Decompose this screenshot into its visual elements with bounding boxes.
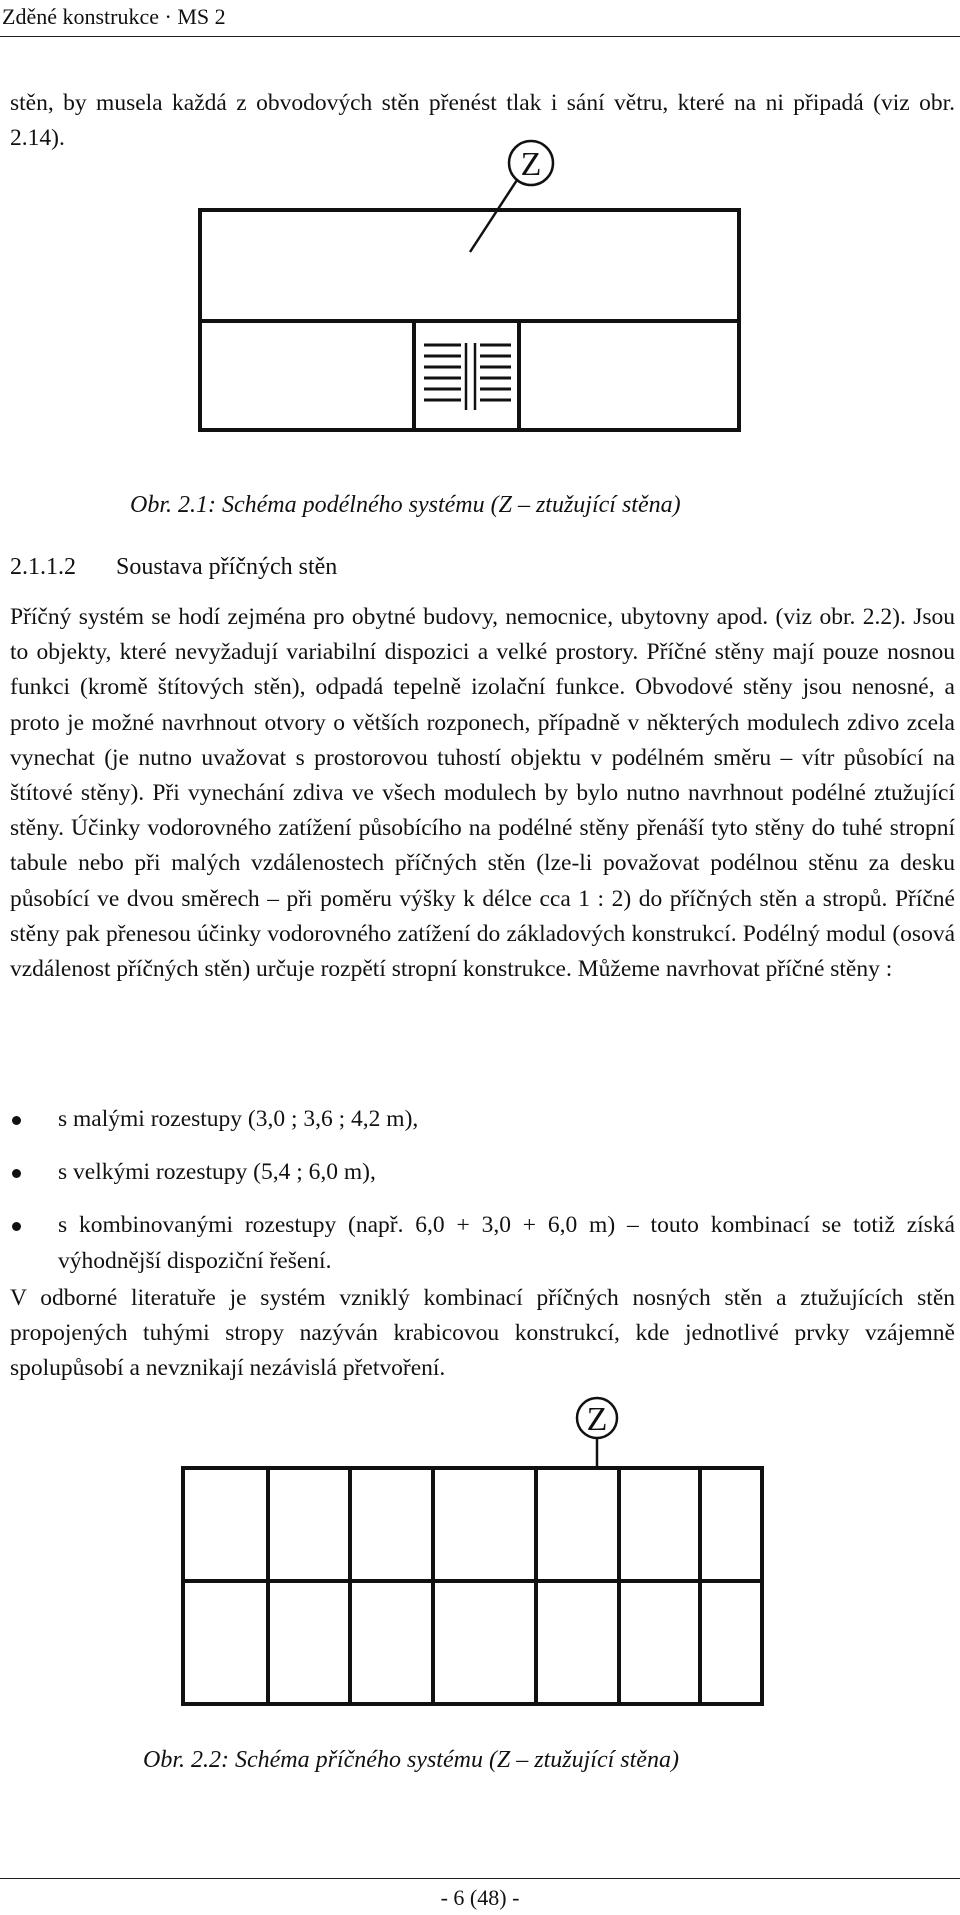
bullet-list [10,1102,955,1297]
figure-longitudinal-system [0,140,960,440]
figure1-caption: Obr. 2.1: Schéma podélného systému (Z – ztužující stěna) [130,492,681,518]
figure-transverse-system [0,1390,960,1720]
page-number: - 6 (48) - [440,1885,520,1910]
list-item: s kombinovanými rozestupy (např. 6,0 + 3,0 + 6,0 m) – touto kombinací se totiž získá výhodnější dispoziční řešení. [10,1208,955,1278]
header-divider [0,36,960,37]
bullet-icon [12,1169,21,1178]
figure1-label: Z [520,146,542,183]
section-heading [10,552,337,582]
list-item: s velkými rozestupy (5,4 ; 6,0 m), [10,1155,955,1190]
list-item: s malými rozestupy (3,0 ; 3,6 ; 4,2 m), [10,1102,955,1137]
header-title: Zděné konstrukce · MS 2 [2,4,226,29]
bullet-icon [12,1116,21,1125]
closing-paragraph: V odborné literatuře je systém vzniklý kombinací příčných nosných stěn a ztužujících stěn propojených tuhými stropy nazýván krabicovou konstrukcí, kde jednotlivé prvky vzájemně spolupůsobí a nevznikají nezávislá přetvoření. [10,1285,955,1382]
footer-divider [0,1878,960,1879]
figure2-label: Z [586,1401,608,1438]
section-number: 2.1.1.2 [10,554,76,580]
page-header [0,0,960,40]
main-paragraph: Příčný systém se hodí zejména pro obytné budovy, nemocnice, ubytovny apod. (viz obr. 2.2). Jsou to objekty, které nevyžadují variabilní dispozici a velké prostory. Příčné stěny mají pouze nosnou funkci (kromě štítových stěn), odpadá tepelně izolační funkce. Obvodové stěny jsou nenosné, a proto je možné navrhnout otvory o větších rozponech, případně v některých modulech zdivo zcela vynechat (je nutno uvažovat s prostorovou tuhostí objektu v podélném směru – vítr působící na štítové stěny). Při vynechání zdiva ve všech modulech by bylo nutno navrhnout podélné ztužující stěny. Účinky vodorovného zatížení působícího na podélné stěny přenáší tyto stěny do tuhé stropní tabule nebo při malých vzdálenostech příčných stěn (lze-li považovat podélnou stěnu za desku působící ve dvou směrech – při poměru výšky k délce cca 1 : 2) do příčných stěn a stropů. Příčné stěny pak přenesou účinky vodorovného zatížení do základových konstrukcí. Podélný modul (osová vzdálenost příčných stěn) určuje rozpětí stropní konstrukce. Můžeme navrhovat příčné stěny : [10,604,955,983]
bracing-wall-leader [470,180,517,252]
section-title: Soustava příčných stěn [116,554,338,580]
intro-paragraph: stěn, by musela každá z obvodových stěn přenést tlak i sání větru, které na ni připadá (viz obr. 2.14). [10,90,955,152]
figure2-caption: Obr. 2.2: Schéma příčného systému (Z – ztužující stěna) [143,1747,679,1773]
bullet-icon [12,1222,21,1231]
